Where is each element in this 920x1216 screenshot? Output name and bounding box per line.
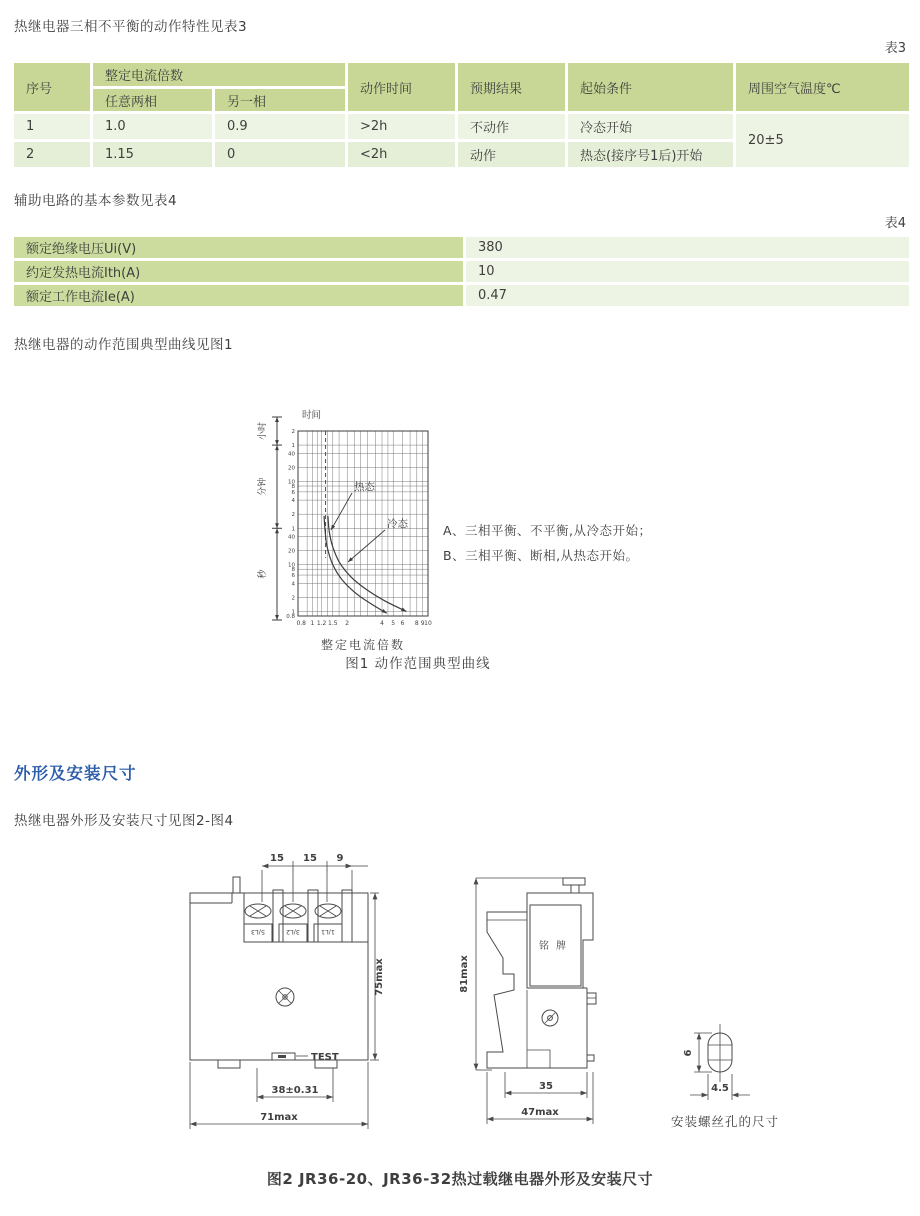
cell-two-phase-1: 1.0 [92,113,214,141]
svg-text:1: 1 [310,620,315,627]
svg-text:1.2: 1.2 [316,620,327,627]
table3-tag: 表3 [884,41,906,56]
svg-text:20: 20 [288,465,295,472]
svg-text:6: 6 [291,489,295,496]
svg-text:2: 2 [291,512,295,519]
cell-seq-1: 1 [13,113,92,141]
svg-text:8: 8 [291,484,295,491]
dim-15-right: 15 [303,853,317,864]
figure2-mounting-hole-drawing [650,1012,800,1144]
svg-text:小时: 小时 [258,422,268,441]
cell-result-2: 动作 [457,141,567,169]
svg-text:9: 9 [420,620,425,627]
test-button-slider [278,1055,286,1058]
svg-text:20: 20 [288,548,295,555]
th-result: 预期结果 [457,62,567,113]
cell-two-phase-2: 1.15 [92,141,214,169]
test-label: TEST [311,1052,339,1063]
svg-text:1.5: 1.5 [328,620,338,627]
dim-81max: 81max [459,955,470,993]
th-current-group: 整定电流倍数 [92,62,347,88]
svg-text:4: 4 [291,581,295,588]
cell-temp: 20±5 [735,113,911,169]
cell-time-2: <2h [347,141,457,169]
svg-text:冷态: 冷态 [387,518,408,530]
center-screw-icon [276,988,294,1006]
figure2-caption: 图2 JR36-20、JR36-32热过载继电器外形及安装尺寸 [266,1170,654,1188]
table-row [13,260,911,284]
dim-15-left: 15 [270,853,284,864]
svg-text:2: 2 [291,429,295,435]
svg-text:2: 2 [345,620,350,627]
th-seq: 序号 [13,62,92,113]
terminal-label-5L3: 5/L3 [250,928,266,936]
svg-text:0.8: 0.8 [286,614,295,620]
th-two-phase: 任意两相 [92,88,214,113]
dim-35: 35 [539,1081,553,1092]
svg-text:分钟: 分钟 [258,477,268,496]
svg-text:秒: 秒 [258,569,268,579]
t4-value-ith: 10 [465,260,911,284]
section-title-dimensions: 外形及安装尺寸 [14,764,137,783]
svg-text:8: 8 [291,567,295,574]
figure2-front-view-drawing [170,846,402,1138]
cell-other-1: 0.9 [214,113,347,141]
t4-value-ie: 0.47 [465,284,911,308]
cell-start-2: 热态(接序号1后)开始 [567,141,735,169]
svg-text:40: 40 [288,451,295,458]
th-time: 动作时间 [347,62,457,113]
figure1-annotation-b: B、三相平衡、断相,从热态开始。 [443,548,639,563]
dim-71max: 71max [260,1112,298,1123]
svg-text:10: 10 [288,562,295,569]
side-screw-icon [542,1010,558,1026]
svg-text:1: 1 [291,526,295,533]
dim-4-5: 4.5 [711,1083,729,1094]
t4-value-ui: 380 [465,236,911,260]
side-screw-tab [587,993,596,1004]
cell-other-2: 0 [214,141,347,169]
top-pin [233,877,240,893]
svg-text:1: 1 [291,443,295,450]
svg-text:40: 40 [288,534,295,541]
para-figure2-intro: 热继电器外形及安装尺寸见图2-图4 [14,813,234,829]
dim-75max: 75max [374,958,385,996]
th-temp: 周围空气温度℃ [735,62,911,113]
svg-text:10: 10 [424,620,432,627]
relay-body-outline [190,893,368,1060]
svg-text:5: 5 [391,620,396,627]
table4-tag: 表4 [884,216,906,231]
t4-label-ui: 额定绝缘电压Ui(V) [13,236,465,260]
terminal-5L3 [244,904,272,942]
svg-text:4: 4 [291,498,295,505]
cell-seq-2: 2 [13,141,92,169]
t4-label-ith: 约定发热电流Ith(A) [13,260,465,284]
cell-result-1: 不动作 [457,113,567,141]
th-start: 起始条件 [567,62,735,113]
terminal-label-1L1: 1/L1 [320,928,336,936]
para-table4-intro: 辅助电路的基本参数见表4 [14,193,178,209]
side-top-plunger [563,878,585,885]
table-row [13,236,911,260]
para-table3-intro: 热继电器三相不平衡的动作特性见表3 [14,19,248,35]
svg-text:8: 8 [414,620,419,627]
mounting-hole-caption: 安装螺丝孔的尺寸 [670,1114,780,1129]
cell-start-1: 冷态开始 [567,113,735,141]
table-row [13,284,911,308]
svg-text:时间: 时间 [302,410,322,421]
svg-text:4: 4 [380,620,384,627]
terminal-label-3L2: 3/L2 [285,928,301,936]
figure2-side-view-drawing [450,846,630,1138]
para-figure1-intro: 热继电器的动作范围典型曲线见图1 [14,337,234,353]
table-row [13,113,911,141]
svg-text:6: 6 [400,620,405,627]
cell-time-1: >2h [347,113,457,141]
dim-47max: 47max [521,1107,559,1118]
t4-label-ie: 额定工作电流Ie(A) [13,284,465,308]
svg-text:热态: 热态 [354,481,375,493]
dim-6: 6 [683,1049,694,1057]
figure1-x-axis-label: 整定电流倍数 [320,638,405,652]
figure1-caption: 图1 动作范围典型曲线 [345,656,491,672]
table4-auxiliary-circuit [11,234,912,309]
svg-text:1: 1 [291,609,295,616]
table3-unbalance-characteristics [11,60,912,170]
svg-text:0.8: 0.8 [296,620,307,627]
svg-text:2: 2 [291,595,295,602]
nameplate-label: 铭牌 [539,941,573,952]
figure1-annotation-a: A、三相平衡、不平衡,从冷态开始； [443,523,652,538]
dim-9: 9 [336,853,344,864]
th-other-phase: 另一相 [214,88,347,113]
svg-text:6: 6 [291,573,295,580]
side-left-profile [487,912,587,1068]
svg-text:10: 10 [288,479,295,486]
dim-38: 38±0.31 [271,1085,319,1096]
